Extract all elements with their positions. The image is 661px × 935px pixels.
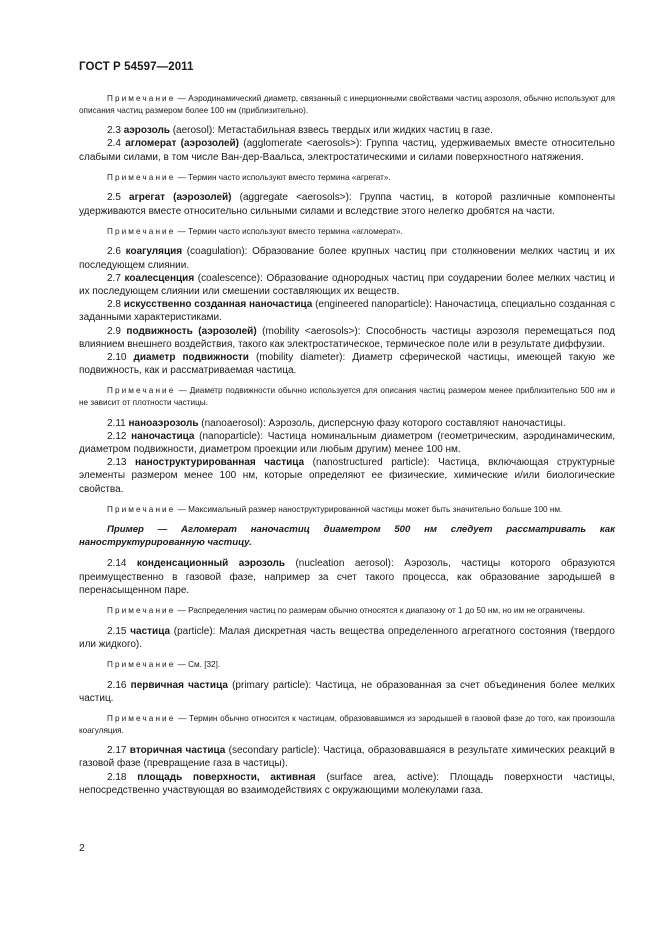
term-definition xyxy=(79,124,615,137)
note-label: Примечание xyxy=(107,226,176,236)
term-definition xyxy=(79,298,615,324)
term-definition xyxy=(79,417,615,430)
term-name: наноаэрозоль xyxy=(128,417,199,429)
note-paragraph xyxy=(79,504,615,516)
note-paragraph xyxy=(79,605,615,617)
term-number: 2.15 xyxy=(107,625,131,637)
term-name: частица xyxy=(130,625,171,637)
term-number: 2.11 xyxy=(107,417,129,429)
term-number: 2.13 xyxy=(107,457,136,469)
example-paragraph: Пример — Агломерат наночастиц диаметром 500 нм следует рассматривать как наноструктурированную частицу. xyxy=(79,524,615,549)
term-number: 2.3 xyxy=(107,125,124,137)
term-text: (particle): Малая дискретная часть вещества определенного агрегатного состояния (твердого или жидкого). xyxy=(79,625,615,650)
note-label: Примечание xyxy=(107,94,176,103)
note-paragraph xyxy=(79,713,615,736)
term-definition xyxy=(79,557,615,597)
term-text: (surface area, active): Площадь поверхности частицы, непосредственно участвующая во взаимодействиях с окружающими молекулами газа. xyxy=(79,771,615,796)
note-label: Примечание xyxy=(107,504,176,514)
note-label: Примечание xyxy=(107,172,176,182)
term-name: площадь поверхности, активная xyxy=(137,771,316,783)
term-name: подвижность (аэрозолей) xyxy=(126,325,257,337)
term-definition xyxy=(79,744,615,770)
term-definition xyxy=(79,625,615,651)
document-body xyxy=(79,93,615,797)
note-text: — Диаметр подвижности обычно используется для описания частиц размером менее приблизительно 500 нм и не зависит от плотности частицы. xyxy=(79,386,615,408)
term-name: аэрозоль xyxy=(123,125,170,137)
note-label: Примечание xyxy=(107,660,176,670)
term-number: 2.10 xyxy=(107,352,134,364)
term-number: 2.9 xyxy=(107,325,127,337)
term-number: 2.4 xyxy=(107,138,126,150)
term-definition xyxy=(79,679,615,705)
term-number: 2.17 xyxy=(107,745,130,757)
term-definition xyxy=(79,191,615,217)
note-label: Примечание xyxy=(107,386,176,396)
term-number: 2.6 xyxy=(107,246,126,258)
term-definition xyxy=(79,430,615,456)
note-text: — Термин часто используют вместо термина «агрегат». xyxy=(175,172,391,182)
term-name: агломерат (аэрозолей) xyxy=(125,138,240,150)
term-text: (nucleation aerosol): Аэрозоль, частицы которого образуются преимущественно в газовой фазе, например за счет такого процесса, как образование зародышей в перенасыщенном паре. xyxy=(79,558,615,596)
term-text: (aerosol): Метастабильная взвесь твердых или жидких частиц в газе. xyxy=(169,125,493,137)
term-name: конденсационный аэрозоль xyxy=(136,558,286,570)
term-definition xyxy=(79,351,615,377)
term-text: (nanoaerosol): Аэрозоль, дисперсную фазу которого составляют наночастицы. xyxy=(198,417,566,429)
term-name: агрегат (аэрозолей) xyxy=(129,192,232,204)
term-name: наночастица xyxy=(131,430,195,442)
term-number: 2.8 xyxy=(107,299,124,311)
term-name: вторичная частица xyxy=(129,745,226,757)
note-text: — Термин обычно относится к частицам, образовавшимся из зародышей в газовой фазе до того, как произошла коагуляция. xyxy=(79,714,615,735)
document-header: ГОСТ Р 54597—2011 xyxy=(79,61,194,73)
note-paragraph xyxy=(79,226,615,238)
term-definition xyxy=(79,325,615,351)
note-text: — Аэродинамический диаметр, связанный с инерционными свойствами частиц аэрозоля, обычно используют для описания частиц размером более 100 нм (приблизительно). xyxy=(79,94,615,115)
term-name: первичная частица xyxy=(130,679,228,691)
term-text: (mobility diameter): Диаметр сферической частицы, имеющей такую же подвижность, как и рассматриваемая частица. xyxy=(79,352,615,377)
note-paragraph xyxy=(79,172,615,184)
term-text: (aggregate <aerosols>): Группа частиц, в которой различные компоненты удерживаются вместе относительно сильными силами и вследствие этого нелегко дробятся на части. xyxy=(79,192,616,217)
term-text: (secondary particle): Частица, образовавшаяся в результате химических реакций в газовой фазе (превращение газа в частицы). xyxy=(79,745,615,770)
note-label: Примечание xyxy=(107,606,176,616)
term-name: искусственно созданная наночастица xyxy=(123,299,313,311)
term-name: диаметр подвижности xyxy=(133,352,249,364)
term-text: (engineered nanoparticle): Наночастица, специально созданная с заданными характеристиками. xyxy=(79,299,615,324)
term-text: (primary particle): Частица, не образованная за счет объединения более мелких частиц. xyxy=(79,679,615,704)
term-number: 2.5 xyxy=(107,192,130,204)
term-name: наноструктурированная частица xyxy=(135,457,305,469)
term-text: (nanoparticle): Частица номинальным диаметром (геометрическим, аэродинамическим, диаметром подвижности, диаметром проекции или любым другим) менее 100 нм. xyxy=(79,430,615,456)
term-number: 2.18 xyxy=(107,771,138,783)
term-definition xyxy=(79,245,615,271)
term-number: 2.14 xyxy=(107,558,137,570)
term-text: (coagulation): Образование более крупных частиц при столкновении мелких частиц и их последующем слиянии. xyxy=(79,246,615,271)
term-definition xyxy=(79,272,615,298)
term-definition xyxy=(79,456,615,496)
term-definition xyxy=(79,137,615,163)
note-label: Примечание xyxy=(107,714,176,724)
term-text: (mobility <aerosols>): Способность частицы аэрозоля перемещаться под влиянием внешнего воздействия, такого как электростатическое, термическое поле или в результате диффузии. xyxy=(79,325,616,350)
page-number: 2 xyxy=(79,842,85,854)
note-text: — Распределения частиц по размерам обычно относятся к диапазону от 1 до 50 нм, но им не ограничены. xyxy=(175,606,585,616)
note-text: — Термин часто используют вместо термина «агломерат». xyxy=(175,226,403,236)
note-paragraph xyxy=(79,93,615,116)
term-name: коагуляция xyxy=(125,246,183,258)
term-text: (agglomerate <aerosols>): Группа частиц, удерживаемых вместе относительно слабыми силами, в том числе Ван-дер-Ваальса, электростатическими и силами поверхностного натяжения. xyxy=(79,138,615,163)
note-text: — Максимальный размер наноструктурированной частицы может быть значительно больше 100 нм. xyxy=(175,504,563,514)
term-text: (coalescence): Образование однородных частиц при соударении более мелких частиц и их последующем слиянии или смешении составляющих их веществ. xyxy=(79,272,615,297)
term-number: 2.7 xyxy=(107,272,125,284)
note-paragraph xyxy=(79,659,615,671)
term-name: коалесценция xyxy=(124,272,195,284)
term-number: 2.16 xyxy=(107,679,131,691)
note-paragraph xyxy=(79,385,615,408)
term-definition xyxy=(79,771,615,797)
note-text: — См. [32]. xyxy=(175,660,221,670)
term-text: (nanostructured particle): Частица, включающая структурные элементы размером менее 100 нм, которые определяют ее физические, химические и/или биологические свойства. xyxy=(79,457,615,495)
term-number: 2.12 xyxy=(107,430,132,442)
